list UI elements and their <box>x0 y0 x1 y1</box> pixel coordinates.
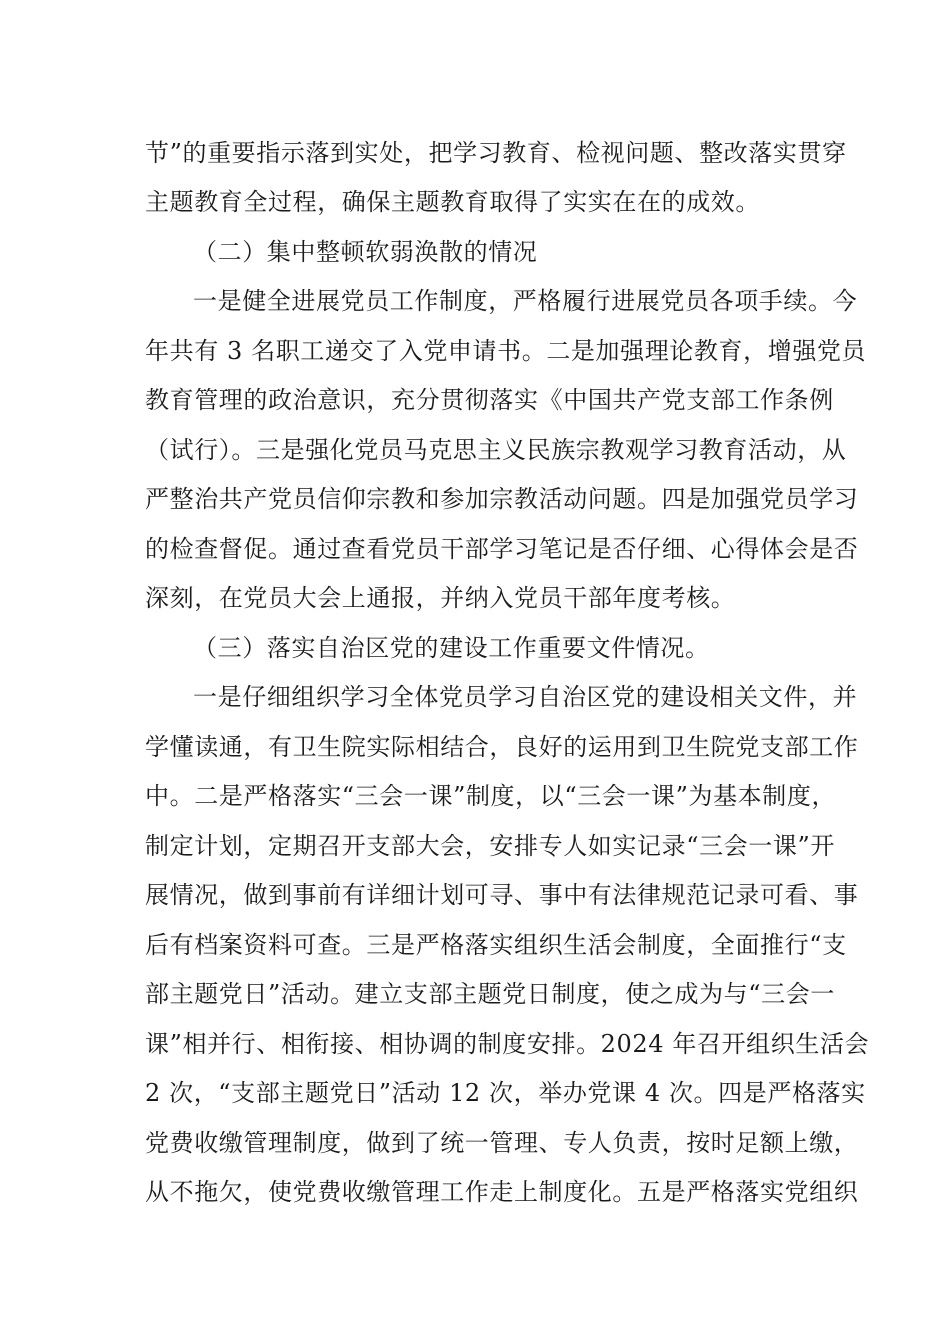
paragraph-line: 教育管理的政治意识，充分贯彻落实《中国共产党支部工作条例 <box>145 386 834 414</box>
paragraph-line: 从不拖欠，使党费收缴管理工作走上制度化。五是严格落实党组织 <box>145 1178 859 1206</box>
section-heading: （二）集中整顿软弱涣散的情况 <box>193 238 538 266</box>
paragraph-line: 一是健全进展党员工作制度，严格履行进展党员各项手续。今 <box>193 287 858 315</box>
paragraph-line: 课”相并行、相衔接、相协调的制度安排。2024 年召开组织生活会 <box>145 1030 870 1058</box>
paragraph-line: 中。二是严格落实“三会一课”制度，以“三会一课”为基本制度， <box>145 782 837 810</box>
paragraph-line: （试行）。三是强化党员马克思主义民族宗教观学习教育活动，从 <box>145 436 847 464</box>
paragraph-line: 主题教育全过程，确保主题教育取得了实实在在的成效。 <box>145 188 760 216</box>
paragraph-line: 严整治共产党员信仰宗教和参加宗教活动问题。四是加强党员学习 <box>145 485 859 513</box>
paragraph-line: 的检查督促。通过查看党员干部学习笔记是否仔细、心得体会是否 <box>145 535 859 563</box>
paragraph-line: 2 次，“支部主题党日”活动 12 次，举办党课 4 次。四是严格落实 <box>145 1079 866 1107</box>
paragraph-line: 年共有 3 名职工递交了入党申请书。二是加强理论教育，增强党员 <box>145 337 867 365</box>
section-heading: （三）落实自治区党的建设工作重要文件情况。 <box>193 634 710 662</box>
paragraph-line: 制定计划，定期召开支部大会，安排专人如实记录“三会一课”开 <box>145 832 835 860</box>
paragraph-line: 展情况，做到事前有详细计划可寻、事中有法律规范记录可看、事 <box>145 881 859 909</box>
paragraph-line: 党费收缴管理制度，做到了统一管理、专人负责，按时足额上缴， <box>145 1129 859 1157</box>
paragraph-line: 部主题党日”活动。建立支部主题党日制度，使之成为与“三会一 <box>145 980 835 1008</box>
paragraph-line: 一是仔细组织学习全体党员学习自治区党的建设相关文件，并 <box>193 683 858 711</box>
paragraph-line: 深刻，在党员大会上通报，并纳入党员干部年度考核。 <box>145 584 736 612</box>
paragraph-line: 学懂读通，有卫生院实际相结合，良好的运用到卫生院党支部工作 <box>145 733 859 761</box>
paragraph-line: 后有档案资料可查。三是严格落实组织生活会制度，全面推行“支 <box>145 931 847 959</box>
paragraph-line: 节”的重要指示落到实处，把学习教育、检视问题、整改落实贯穿 <box>145 139 847 167</box>
